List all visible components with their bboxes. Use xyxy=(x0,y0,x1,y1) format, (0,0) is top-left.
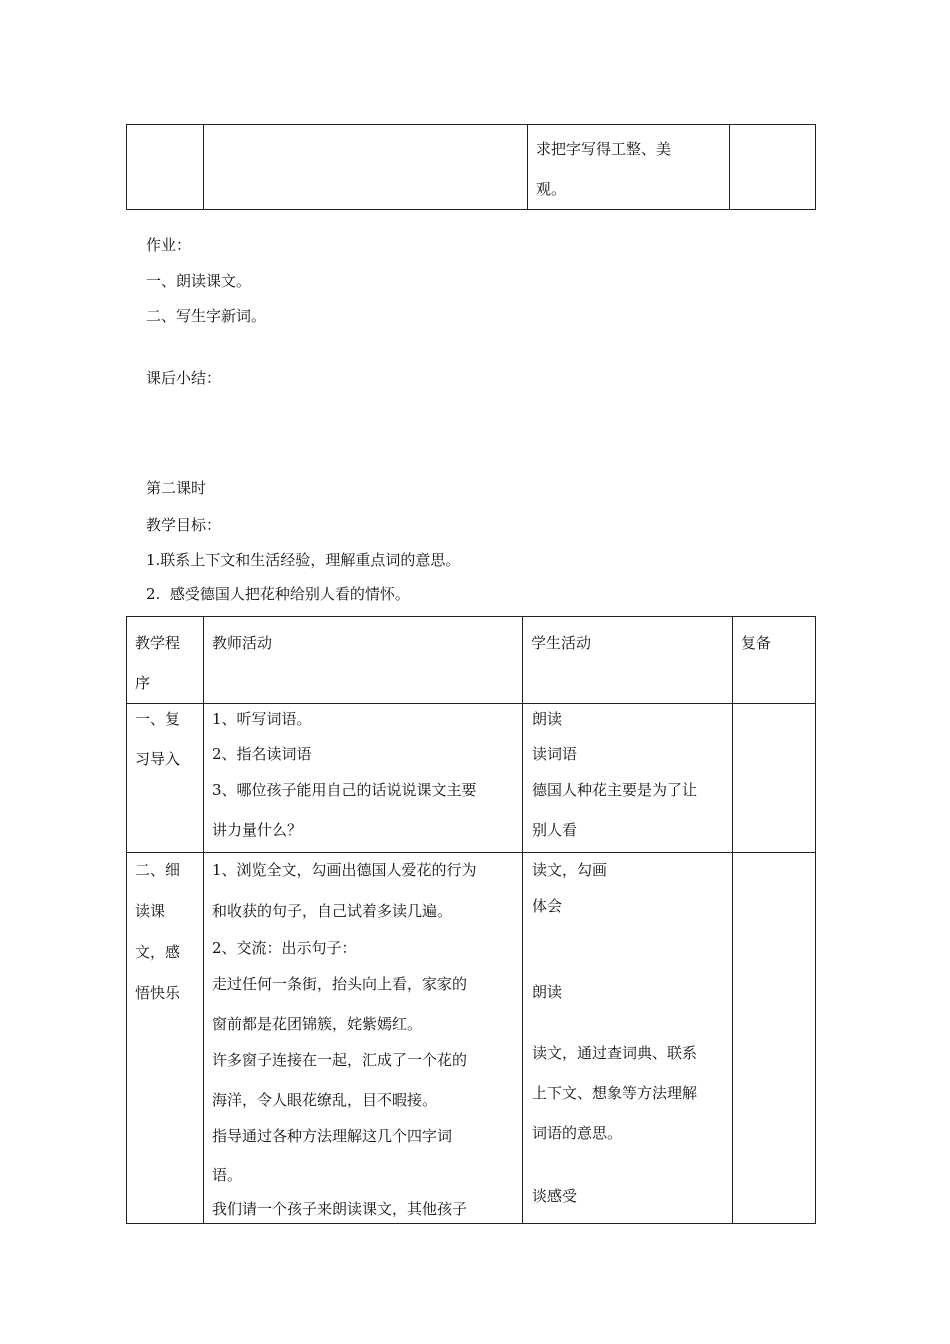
cell-line: 序 xyxy=(135,674,151,692)
student-line: 朗读 xyxy=(532,983,563,1001)
header-cell xyxy=(127,617,204,704)
step-line: 习导入 xyxy=(135,750,181,768)
teacher-line: 2、指名读词语 xyxy=(212,745,312,763)
cell-line: 教师活动 xyxy=(212,634,273,652)
table-cell xyxy=(127,125,204,210)
notes-cell xyxy=(733,853,816,1224)
cell-line: 求把字写得工整、美 xyxy=(536,140,672,158)
teacher-line: 和收获的句子，自己试着多读几遍。 xyxy=(212,902,453,920)
teacher-line: 指导通过各种方法理解这几个四字词 xyxy=(212,1127,453,1145)
table-cell xyxy=(528,125,730,210)
student-cell xyxy=(523,853,733,1224)
teacher-cell xyxy=(204,704,523,853)
student-line: 读文，勾画 xyxy=(532,861,608,879)
header-cell xyxy=(733,617,816,704)
table-row xyxy=(127,853,816,1224)
step-line: 二、细 xyxy=(135,861,181,879)
teacher-line: 3、哪位孩子能用自己的话说说课文主要 xyxy=(212,781,477,799)
teacher-cell xyxy=(204,853,523,1224)
cell-text xyxy=(528,125,729,209)
cell-line: 观。 xyxy=(536,180,567,198)
student-line: 词语的意思。 xyxy=(532,1124,623,1142)
teacher-line: 我们请一个孩子来朗读课文，其他孩子 xyxy=(212,1200,468,1218)
table-row xyxy=(127,704,816,853)
header-notes xyxy=(733,617,815,663)
cell-line: 复备 xyxy=(741,634,772,652)
homework-item: 二、写生字新词。 xyxy=(146,307,267,325)
header-cell xyxy=(204,617,523,704)
step-line: 一、复 xyxy=(135,710,181,728)
student-line: 体会 xyxy=(532,897,563,915)
student-cell xyxy=(523,704,733,853)
teacher-line: 语。 xyxy=(212,1166,243,1184)
step-cell xyxy=(127,853,204,1224)
student-line: 读词语 xyxy=(532,745,578,763)
cell-text xyxy=(204,125,527,129)
student-line: 德国人种花主要是为了让 xyxy=(532,781,698,799)
header-step xyxy=(127,617,203,703)
header-teacher xyxy=(204,617,522,663)
objective-item: 1.联系上下文和生活经验，理解重点词的意思。 xyxy=(146,551,461,569)
step-line: 悟快乐 xyxy=(135,984,181,1002)
objective-item: 2. 感受德国人把花种给别人看的情怀。 xyxy=(146,585,410,603)
summary-title: 课后小结： xyxy=(146,369,222,387)
lesson-table xyxy=(126,616,816,1224)
cell-text xyxy=(127,125,203,129)
teacher-line: 讲力量什么？ xyxy=(212,821,303,839)
table-row xyxy=(127,125,816,210)
student-line: 读文，通过查词典、联系 xyxy=(532,1044,698,1062)
step-line: 文，感 xyxy=(135,943,181,961)
cell-line: 学生活动 xyxy=(531,634,592,652)
teacher-line: 许多窗子连接在一起，汇成了一个花的 xyxy=(212,1051,468,1069)
step-cell xyxy=(127,704,204,853)
notes-cell xyxy=(733,704,816,853)
teacher-line: 窗前都是花团锦簇，姹紫嫣红。 xyxy=(212,1015,423,1033)
homework-item: 一、朗读课文。 xyxy=(146,272,252,290)
teacher-line: 走过任何一条街，抬头向上看，家家的 xyxy=(212,975,468,993)
cell-text xyxy=(730,125,815,129)
table-header-row xyxy=(127,617,816,704)
cell-line: 教学程 xyxy=(135,634,181,652)
student-line: 朗读 xyxy=(532,710,563,728)
table-cell xyxy=(204,125,528,210)
teacher-line: 海洋，令人眼花缭乱，目不暇接。 xyxy=(212,1091,438,1109)
student-line: 别人看 xyxy=(532,821,578,839)
homework-title: 作业： xyxy=(146,236,192,254)
student-line: 谈感受 xyxy=(532,1187,578,1205)
teacher-line: 1、听写词语。 xyxy=(212,710,312,728)
header-student xyxy=(523,617,732,663)
table-cell xyxy=(730,125,816,210)
header-cell xyxy=(523,617,733,704)
step-line: 读课 xyxy=(135,902,166,920)
teacher-line: 1、浏览全文，勾画出德国人爱花的行为 xyxy=(212,861,477,879)
teacher-line: 2、交流：出示句子： xyxy=(212,939,357,957)
lesson-title: 第二课时 xyxy=(146,479,207,497)
objectives-title: 教学目标： xyxy=(146,516,222,534)
student-line: 上下文、想象等方法理解 xyxy=(532,1084,698,1102)
top-table xyxy=(126,124,816,210)
